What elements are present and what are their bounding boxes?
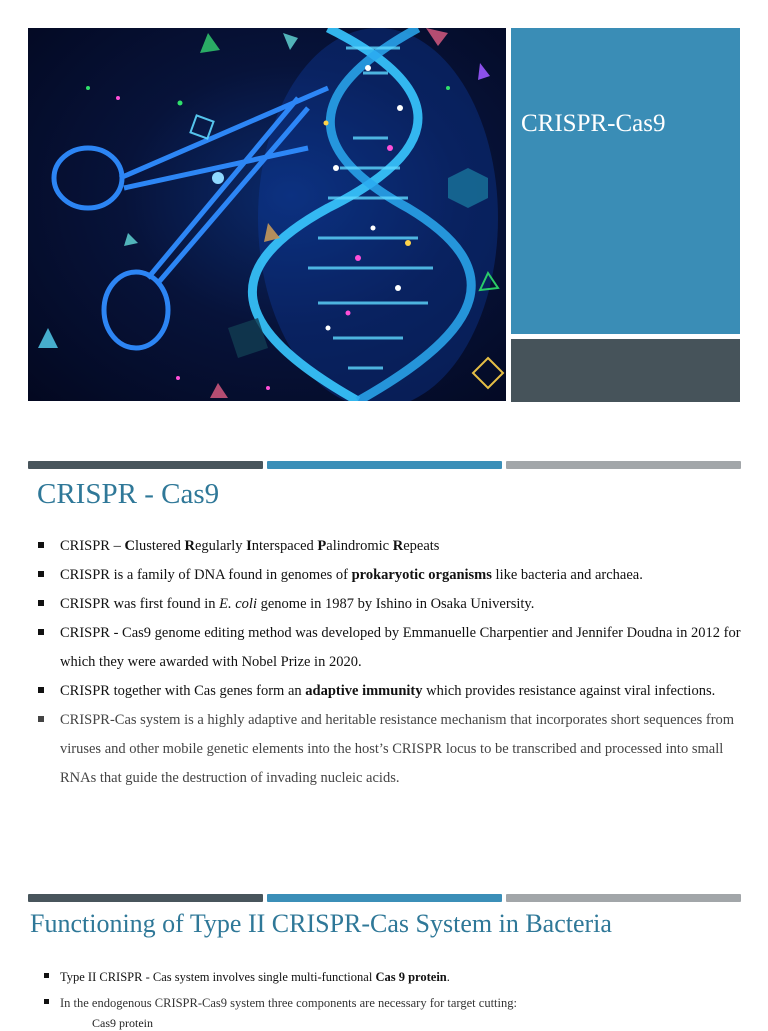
sub-list-item: Cas9 protein <box>92 1016 153 1030</box>
dna-scissors-illustration <box>28 28 506 401</box>
slide-heading: Functioning of Type II CRISPR-Cas System in Bacteria <box>30 909 612 938</box>
bullet-list <box>38 532 743 793</box>
list-item: CRISPR – Clustered Regularly Interspaced Palindromic Repeats <box>38 532 743 561</box>
accent-panel <box>511 339 740 402</box>
divider-bar-gray <box>506 461 741 469</box>
title-panel <box>511 28 740 334</box>
divider-bars <box>28 461 741 469</box>
divider-bar-blue <box>267 461 502 469</box>
divider-bar-dark <box>28 461 263 469</box>
divider-bars <box>28 894 741 902</box>
list-item: CRISPR is a family of DNA found in genomes of prokaryotic organisms like bacteria and archaea. <box>38 561 743 590</box>
list-item: Type II CRISPR - Cas system involves single multi-functional Cas 9 protein. <box>44 964 744 990</box>
crispr-hero-image <box>28 28 506 401</box>
bullet-list <box>44 964 744 1016</box>
slide-heading: CRISPR - Cas9 <box>37 478 220 510</box>
list-item: CRISPR together with Cas genes form an adaptive immunity which provides resistance against viral infections. <box>38 677 743 706</box>
slide-title: CRISPR-Cas9 <box>521 110 666 137</box>
divider-bar-dark <box>28 894 263 902</box>
title-slide <box>0 0 768 420</box>
list-item: CRISPR-Cas system is a highly adaptive and heritable resistance mechanism that incorporates short sequences from viruses and other mobile genetic elements into the host’s CRISPR locus to be transcribed and processed into small RNAs that guide the destruction of invading nucleic acids. <box>38 706 743 793</box>
divider-bar-gray <box>506 894 741 902</box>
list-item: CRISPR - Cas9 genome editing method was developed by Emmanuelle Charpentier and Jennifer Doudna in 2012 for which they were awarded with Nobel Prize in 2020. <box>38 619 743 677</box>
divider-bar-blue <box>267 894 502 902</box>
list-item: CRISPR was first found in E. coli genome in 1987 by Ishino in Osaka University. <box>38 590 743 619</box>
list-item: In the endogenous CRISPR-Cas9 system three components are necessary for target cutting: <box>44 990 744 1016</box>
